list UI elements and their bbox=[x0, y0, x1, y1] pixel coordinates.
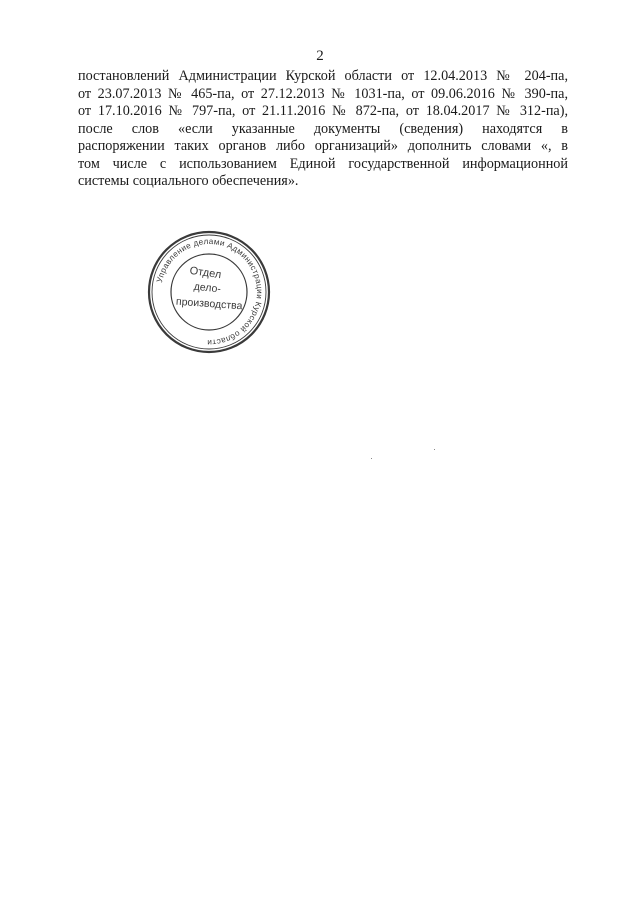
seal-center-line-3: производства bbox=[175, 295, 243, 313]
scan-speck bbox=[434, 449, 435, 450]
paragraph-line-6: том числе с использованием Единой государственной информационной bbox=[78, 155, 568, 172]
seal-center-line-2: дело- bbox=[193, 280, 222, 296]
paragraph-line-7: системы социального обеспечения». bbox=[78, 173, 299, 189]
seal-center-line-1: Отдел bbox=[188, 264, 223, 282]
page-number: 2 bbox=[316, 48, 324, 64]
paragraph-line-5: распоряжении таких органов либо организаций» дополнить словами «, в bbox=[78, 138, 568, 154]
office-stamp-seal bbox=[145, 228, 273, 356]
amendment-paragraph bbox=[78, 68, 568, 191]
paragraph-line-4: после слов «если указанные документы (сведения) находятся в bbox=[78, 120, 568, 137]
scan-speck bbox=[371, 458, 372, 459]
paragraph-line-3: от 17.10.2016 № 797-па, от 21.11.2016 № 872-па, от 18.04.2017 № 312-па), bbox=[78, 103, 568, 119]
paragraph-line-2: от 23.07.2013 № 465-па, от 27.12.2013 № 1031-па, от 09.06.2016 № 390-па, bbox=[78, 85, 568, 102]
seal-ring-text: Управление делами Администрации Курской области bbox=[154, 236, 265, 348]
paragraph-line-1: постановлений Администрации Курской области от 12.04.2013 № 204-па, bbox=[78, 68, 568, 84]
